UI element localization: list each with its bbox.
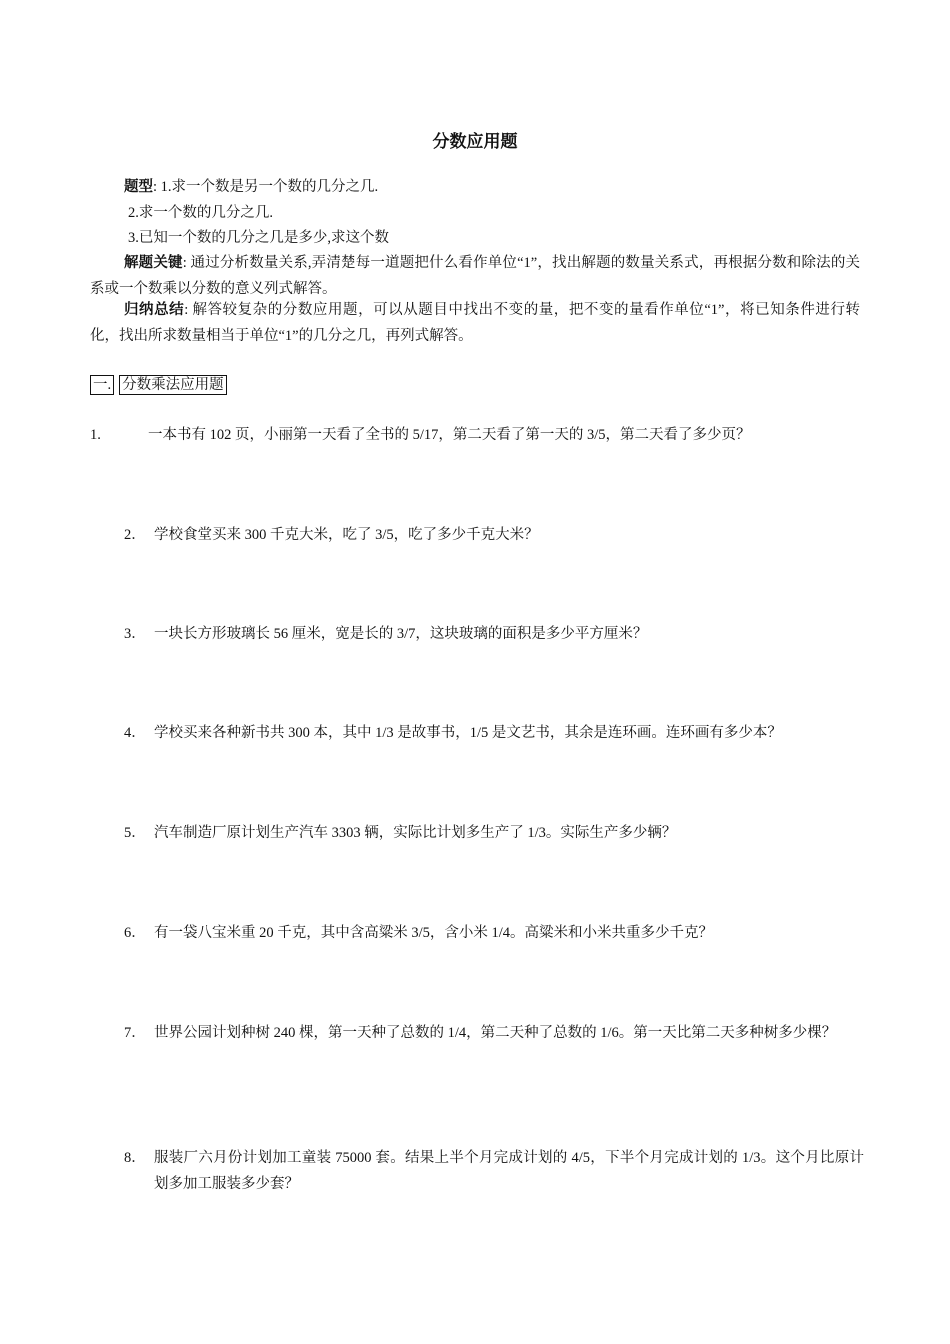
question-text: 一本书有 102 页，小丽第一天看了全书的 5/17，第二天看了第一天的 3/5，第二天看了多少页？ (148, 427, 751, 443)
question-3 (124, 621, 864, 647)
question-text: 学校食堂买来 300 千克大米，吃了 3/5，吃了多少千克大米？ (154, 527, 539, 543)
question-text: 有一袋八宝米重 20 千克，其中含高粱米 3/5，含小米 1/4。高粱米和小米共重多少千克？ (154, 925, 714, 941)
question-2 (124, 522, 864, 548)
summary-text: : 解答较复杂的分数应用题，可以从题目中找出不变的量，把不变的量看作单位“1”，将已知条件进行转化，找出所求数量相当于单位“1”的几分之几，再列式解答。 (90, 302, 860, 344)
section-title: 分数乘法应用题 (119, 375, 227, 395)
question-number: 5． (124, 825, 146, 841)
question-6 (124, 920, 864, 946)
section-number: 一. (90, 375, 114, 395)
question-number: 8． (124, 1150, 146, 1166)
summary-paragraph (90, 297, 860, 349)
question-text: 学校买来各种新书共 300 本，其中 1/3 是故事书，1/5 是文艺书，其余是连环画。连环画有多少本？ (154, 725, 782, 741)
question-7 (124, 1020, 864, 1046)
question-number: 3． (124, 626, 146, 642)
types-item-2: 2.求一个数的几分之几. (128, 205, 273, 221)
section-heading (90, 375, 227, 395)
types-item-1: : 1.求一个数是另一个数的几分之几. (153, 179, 379, 195)
key-text: : 通过分析数量关系,弄清楚每一道题把什么看作单位“1”，找出解题的数量关系式，再根据分数和除法的关系或一个数乘以分数的意义列式解答。 (90, 255, 860, 297)
summary-label: 归纳总结 (124, 302, 185, 318)
question-text: 汽车制造厂原计划生产汽车 3303 辆，实际比计划多生产了 1/3。实际生产多少辆？ (154, 825, 677, 841)
question-number: 6． (124, 925, 146, 941)
question-8 (124, 1145, 864, 1197)
question-text: 一块长方形玻璃长 56 厘米，宽是长的 3/7，这块玻璃的面积是多少平方厘米？ (154, 626, 648, 642)
question-4 (124, 720, 864, 746)
page-title: 分数应用题 (432, 132, 518, 151)
question-number: 4． (124, 725, 146, 741)
question-1 (90, 424, 751, 446)
types-item-3: 3.已知一个数的几分之几是多少,求这个数 (128, 230, 389, 246)
question-number: 2． (124, 527, 146, 543)
question-5 (124, 820, 864, 846)
question-text: 服装厂六月份计划加工童装 75000 套。结果上半个月完成计划的 4/5，下半个月完成计划的 1/3。这个月比原计划多加工服装多少套？ (154, 1150, 864, 1192)
types-line-1 (124, 177, 378, 197)
question-number: 1. (90, 427, 101, 443)
question-number: 7． (124, 1025, 146, 1041)
question-text: 世界公园计划种树 240 棵，第一天种了总数的 1/4，第二天种了总数的 1/6。第一天比第二天多种树多少棵？ (154, 1025, 837, 1041)
key-label: 解题关键 (124, 255, 183, 271)
types-label: 题型 (124, 179, 153, 195)
key-paragraph (90, 250, 860, 302)
